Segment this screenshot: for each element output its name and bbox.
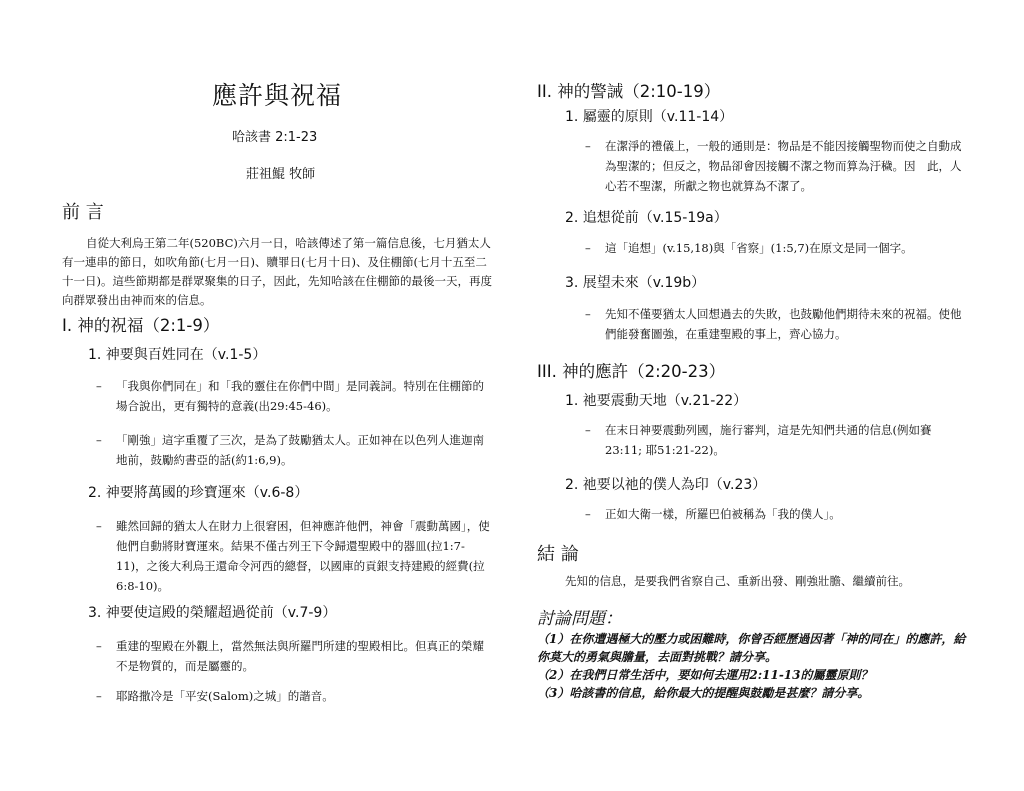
section2-sub2-bullet-1: – 這「追想」(v.15,18)與「省察」(1:5,7)在原文是同一個字。 [605,238,965,258]
scripture-reference: 哈該書 2:1-23 [232,130,318,145]
section2-sub3-bullet-1: – 先知不僅要猶太人回想過去的失敗，也鼓勵他們期待未來的祝福。使他們能發奮圖強，在重建聖殿的事上，齊心協力。 [605,304,965,344]
dash-marker: – [585,507,591,521]
section2-sub3-heading: 3. 展望未來（v.19b） [565,275,706,291]
discussion-heading: 討論問題： [537,609,622,629]
conclusion-text: 先知的信息，是要我們省察自己、重新出發、剛強壯膽、繼續前往。 [565,574,910,588]
section3-sub2-heading: 2. 祂要以祂的僕人為印（v.23） [565,477,767,493]
section1-sub1-heading: 1. 神要與百姓同在（v.1-5） [88,347,267,363]
section1-sub3-bullet-2: – 耶路撒冷是「平安(Salom)之城」的諧音。 [116,686,491,706]
dash-marker: – [96,433,102,447]
section1-sub2-bullet-1: – 雖然回歸的猶太人在財力上很窘困，但神應許他們，神會「震動萬國」，使他們自動將財寶運來。結果不僅古列王下令歸還聖殿中的器皿(拉1:7-11)，之後大利烏王還命令河西的總督，以國庫的貢銀支持建殿的經費(拉6:8-10)。 [116,516,491,596]
discussion-question-3: （3）哈該書的信息，給你最大的提醒與鼓勵是甚麼？請分享。 [537,686,870,700]
dash-marker: – [96,639,102,653]
intro-paragraph: 自從大利烏王第二年(520BC)六月一日，哈該傳述了第一篇信息後，七月猶太人有一連串的節日，如吹角節(七月一日)、贖罪日(七月十日)、及住棚節(七月十五至二十一日)。這些節期都是群眾聚集的日子，因此，先知哈該在住棚節的最後一天，再度向群眾發出由神而來的信息。 [62,236,492,307]
intro-heading: 前 言 [62,202,104,223]
dash-marker: – [585,423,591,437]
section1-sub3-bullet-1: – 重建的聖殿在外觀上，當然無法與所羅門所建的聖殿相比。但真正的榮耀不是物質的，而是屬靈的。 [116,636,491,676]
section3-sub1-heading: 1. 祂要震動天地（v.21-22） [565,393,748,409]
section2-heading: II. 神的警誡（2:10-19） [537,82,721,101]
dash-marker: – [585,241,591,255]
section3-sub1-bullet-1: – 在末日神要震動列國，施行審判，這是先知們共通的信息(例如賽23:11; 耶51:21-22)。 [605,420,965,460]
section1-heading: I. 神的祝福（2:1-9） [62,316,220,335]
section3-sub2-bullet-1: – 正如大衛一樣，所羅巴伯被稱為「我的僕人」。 [605,504,965,524]
section1-sub3-heading: 3. 神要使這殿的榮耀超過從前（v.7-9） [88,605,337,621]
dash-marker: – [585,139,591,153]
section2-sub2-heading: 2. 追想從前（v.15-19a） [565,210,728,226]
dash-marker: – [585,307,591,321]
conclusion-heading: 結 論 [537,544,579,565]
section1-sub1-bullet-1: – 「我與你們同在」和「我的靈住在你們中間」是同義詞。特別在住棚節的場合說出，更有獨特的意義(出29:45-46)。 [116,376,491,416]
section1-sub1-bullet-2: – 「剛強」這字重覆了三次，是為了鼓勵猶太人。正如神在以色列人進迦南地前，鼓勵約書亞的話(約1:6,9)。 [116,430,491,470]
section2-sub1-bullet-1: – 在潔淨的禮儀上，一般的通則是：物品是不能因接觸聖物而使之自動成為聖潔的；但反之，物品卻會因接觸不潔之物而算為汙穢。因 此，人心若不聖潔，所獻之物也就算為不潔了。 [605,136,965,196]
author: 莊祖鯤 牧師 [246,167,316,182]
dash-marker: – [96,519,102,533]
dash-marker: – [96,689,102,703]
discussion-question-1: （1）在你遭遇極大的壓力或困難時，你曾否經歷過因著「神的同在」的應許，給你莫大的勇氣與膽量，去面對挑戰？請分享。 [537,632,966,664]
dash-marker: – [96,379,102,393]
section3-heading: III. 神的應許（2:20-23） [537,362,726,381]
section2-sub1-heading: 1. 屬靈的原則（v.11-14） [565,109,734,125]
discussion-question-2: （2）在我們日常生活中，要如何去運用2:11-13的屬靈原則？ [537,668,873,682]
section1-sub2-heading: 2. 神要將萬國的珍寶運來（v.6-8） [88,485,309,501]
page-title: 應許與祝福 [212,81,343,110]
